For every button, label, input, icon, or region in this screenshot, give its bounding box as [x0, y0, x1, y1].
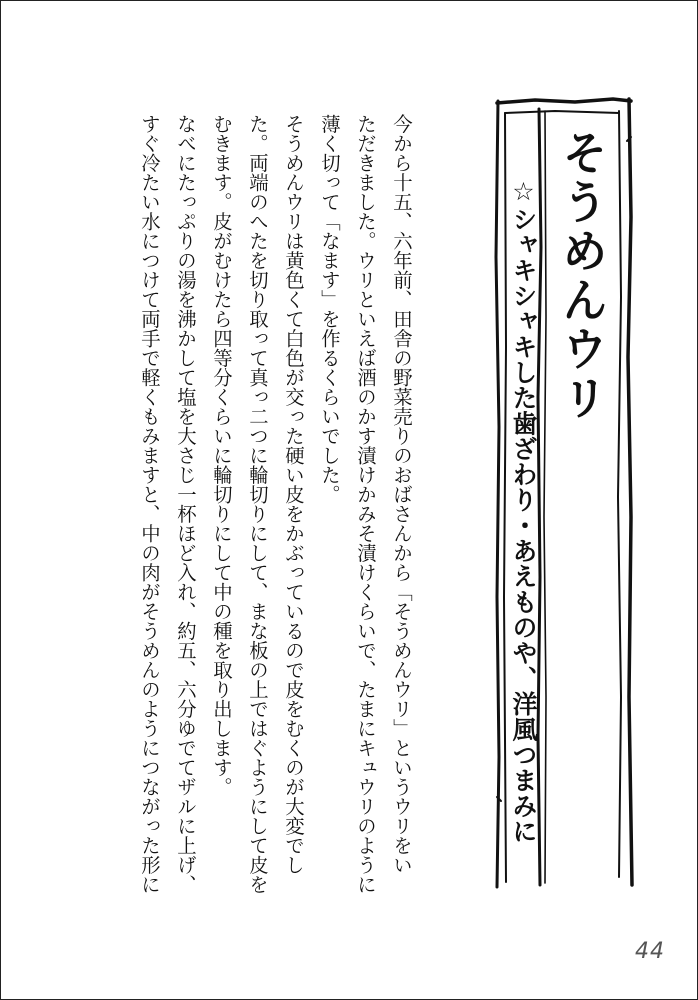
body-line: そうめんウリは黄色くて白色が交った硬い皮をかぶっているので皮をむくのが大変でし — [282, 114, 305, 875]
article-body — [138, 114, 419, 894]
body-line: 今から十五、六年前、田舎の野菜売りのおばさんから「そうめんウリ」というウリをい — [390, 114, 413, 875]
body-line: むきます。皮がむけたら四等分くらいに輪切りにして中の種を取り出します。 — [210, 114, 233, 797]
page-number: 44 — [635, 939, 665, 964]
body-line: 薄く切って「なます」を作るくらいでした。 — [318, 114, 341, 504]
body-line: た。両端のへたを切り取って真っ二つに輪切りにして、まな板の上ではぐようにして皮を — [246, 114, 269, 894]
article-title: そうめんウリ — [555, 129, 609, 423]
body-line: ただきました。ウリといえば酒のかす漬けかみそ漬けくらいで、たまにキュウリのように — [354, 114, 377, 894]
body-line: すぐ冷たい水につけて両手で軽くもみますと、中の肉がそうめんのようにつながった形に — [138, 114, 161, 894]
body-line: なべにたっぷりの湯を沸かして塩を大さじ一杯ほど入れ、約五、六分ゆでてザルに上げ、 — [174, 114, 197, 894]
article-subtitle: ☆シャキシャキした歯ざわり・あえものや、洋風つまみに — [509, 177, 538, 844]
